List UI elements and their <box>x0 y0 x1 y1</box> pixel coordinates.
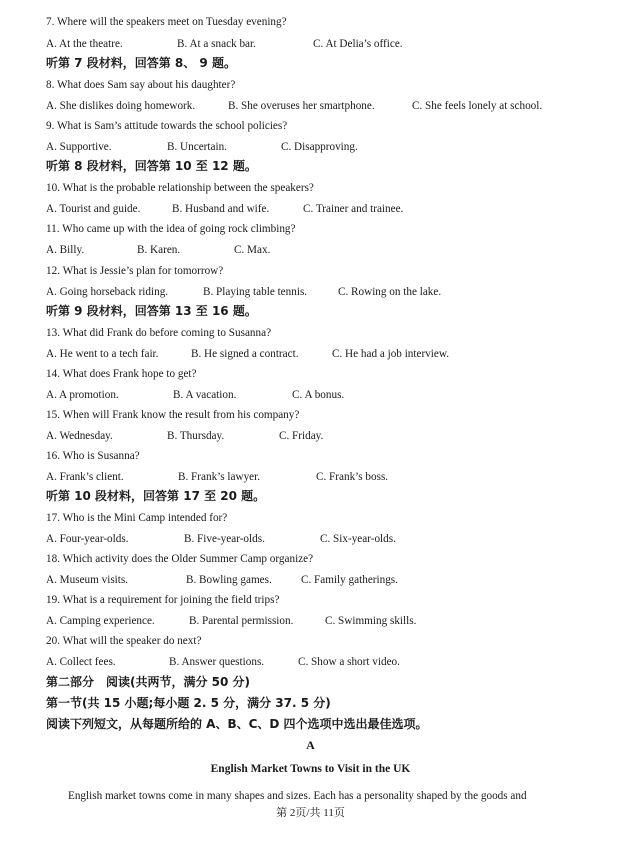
q15-option-b: B. Thursday. <box>167 430 225 442</box>
question-9: 9. What is Sam’s attitude towards the school policies? <box>46 120 288 132</box>
q7-option-a: A. At the theatre. <box>46 38 123 50</box>
q10-option-c: C. Trainer and trainee. <box>303 203 404 215</box>
q9-option-b: B. Uncertain. <box>167 141 227 153</box>
q14-option-b: B. A vacation. <box>173 389 237 401</box>
q11-option-b: B. Karen. <box>137 244 181 256</box>
q11-option-c: C. Max. <box>234 244 271 256</box>
q18-option-c: C. Family gatherings. <box>301 574 398 586</box>
section-heading-7: 听第 7 段材料，回答第 8、 9 题。 <box>46 56 236 70</box>
question-12: 12. What is Jessie’s plan for tomorrow? <box>46 265 224 277</box>
question-20: 20. What will the speaker do next? <box>46 635 202 647</box>
q8-option-b: B. She overuses her smartphone. <box>228 100 375 112</box>
q17-option-c: C. Six-year-olds. <box>320 533 396 545</box>
q19-option-c: C. Swimming skills. <box>325 615 417 627</box>
q20-option-a: A. Collect fees. <box>46 656 116 668</box>
q7-option-c: C. At Delia’s office. <box>313 38 403 50</box>
q14-option-a: A. A promotion. <box>46 389 119 401</box>
section-heading-8: 听第 8 段材料，回答第 10 至 12 题。 <box>46 159 257 173</box>
passage-letter: A <box>306 738 315 752</box>
page-footer: 第 2页/共 11页 <box>276 807 345 819</box>
q10-option-b: B. Husband and wife. <box>172 203 270 215</box>
q14-option-c: C. A bonus. <box>292 389 345 401</box>
q9-option-c: C. Disapproving. <box>281 141 358 153</box>
passage-first-line: English market towns come in many shapes and sizes. Each has a personality shaped by the goods and <box>68 790 527 802</box>
question-16: 16. Who is Susanna? <box>46 450 140 462</box>
q15-option-a: A. Wednesday. <box>46 430 113 442</box>
q19-option-b: B. Parental permission. <box>189 615 294 627</box>
question-11: 11. Who came up with the idea of going rock climbing? <box>46 223 296 235</box>
q8-option-a: A. She dislikes doing homework. <box>46 100 196 112</box>
passage-title: English Market Towns to Visit in the UK <box>210 763 411 775</box>
question-13: 13. What did Frank do before coming to Susanna? <box>46 327 272 339</box>
question-15: 15. When will Frank know the result from his company? <box>46 409 300 421</box>
q9-option-a: A. Supportive. <box>46 141 112 153</box>
question-19: 19. What is a requirement for joining the field trips? <box>46 594 280 606</box>
q20-option-c: C. Show a short video. <box>298 656 400 668</box>
section-one-heading: 第一节(共 15 小题;每小题 2. 5 分，满分 37. 5 分) <box>46 696 331 710</box>
question-10: 10. What is the probable relationship between the speakers? <box>46 182 314 194</box>
q15-option-c: C. Friday. <box>279 430 324 442</box>
question-14: 14. What does Frank hope to get? <box>46 368 197 380</box>
question-17: 17. Who is the Mini Camp intended for? <box>46 512 228 524</box>
q13-option-c: C. He had a job interview. <box>332 348 450 360</box>
q17-option-b: B. Five-year-olds. <box>184 533 265 545</box>
q12-option-b: B. Playing table tennis. <box>203 286 308 298</box>
q11-option-a: A. Billy. <box>46 244 85 256</box>
question-18: 18. Which activity does the Older Summer Camp organize? <box>46 553 314 565</box>
q18-option-a: A. Museum visits. <box>46 574 129 586</box>
q18-option-b: B. Bowling games. <box>186 574 272 586</box>
q16-option-b: B. Frank’s lawyer. <box>178 471 261 483</box>
q13-option-a: A. He went to a tech fair. <box>46 348 159 360</box>
q16-option-c: C. Frank’s boss. <box>316 471 389 483</box>
q8-option-c: C. She feels lonely at school. <box>412 100 543 112</box>
part-two-heading: 第二部分 阅读(共两节，满分 50 分) <box>46 675 251 689</box>
q13-option-b: B. He signed a contract. <box>191 348 299 360</box>
section-heading-9: 听第 9 段材料，回答第 13 至 16 题。 <box>46 304 257 318</box>
q20-option-b: B. Answer questions. <box>169 656 265 668</box>
reading-instruction: 阅读下列短文，从每题所给的 A、B、C、D 四个选项中选出最佳选项。 <box>46 717 428 731</box>
question-7: 7. Where will the speakers meet on Tuesday evening? <box>46 16 287 28</box>
q12-option-c: C. Rowing on the lake. <box>338 286 442 298</box>
q19-option-a: A. Camping experience. <box>46 615 155 627</box>
q7-option-b: B. At a snack bar. <box>177 38 256 50</box>
section-heading-10: 听第 10 段材料，回答第 17 至 20 题。 <box>46 489 266 503</box>
q16-option-a: A. Frank’s client. <box>46 471 124 483</box>
question-8: 8. What does Sam say about his daughter? <box>46 79 236 91</box>
q12-option-a: A. Going horseback riding. <box>46 286 169 298</box>
q17-option-a: A. Four-year-olds. <box>46 533 129 545</box>
q10-option-a: A. Tourist and guide. <box>46 203 141 215</box>
